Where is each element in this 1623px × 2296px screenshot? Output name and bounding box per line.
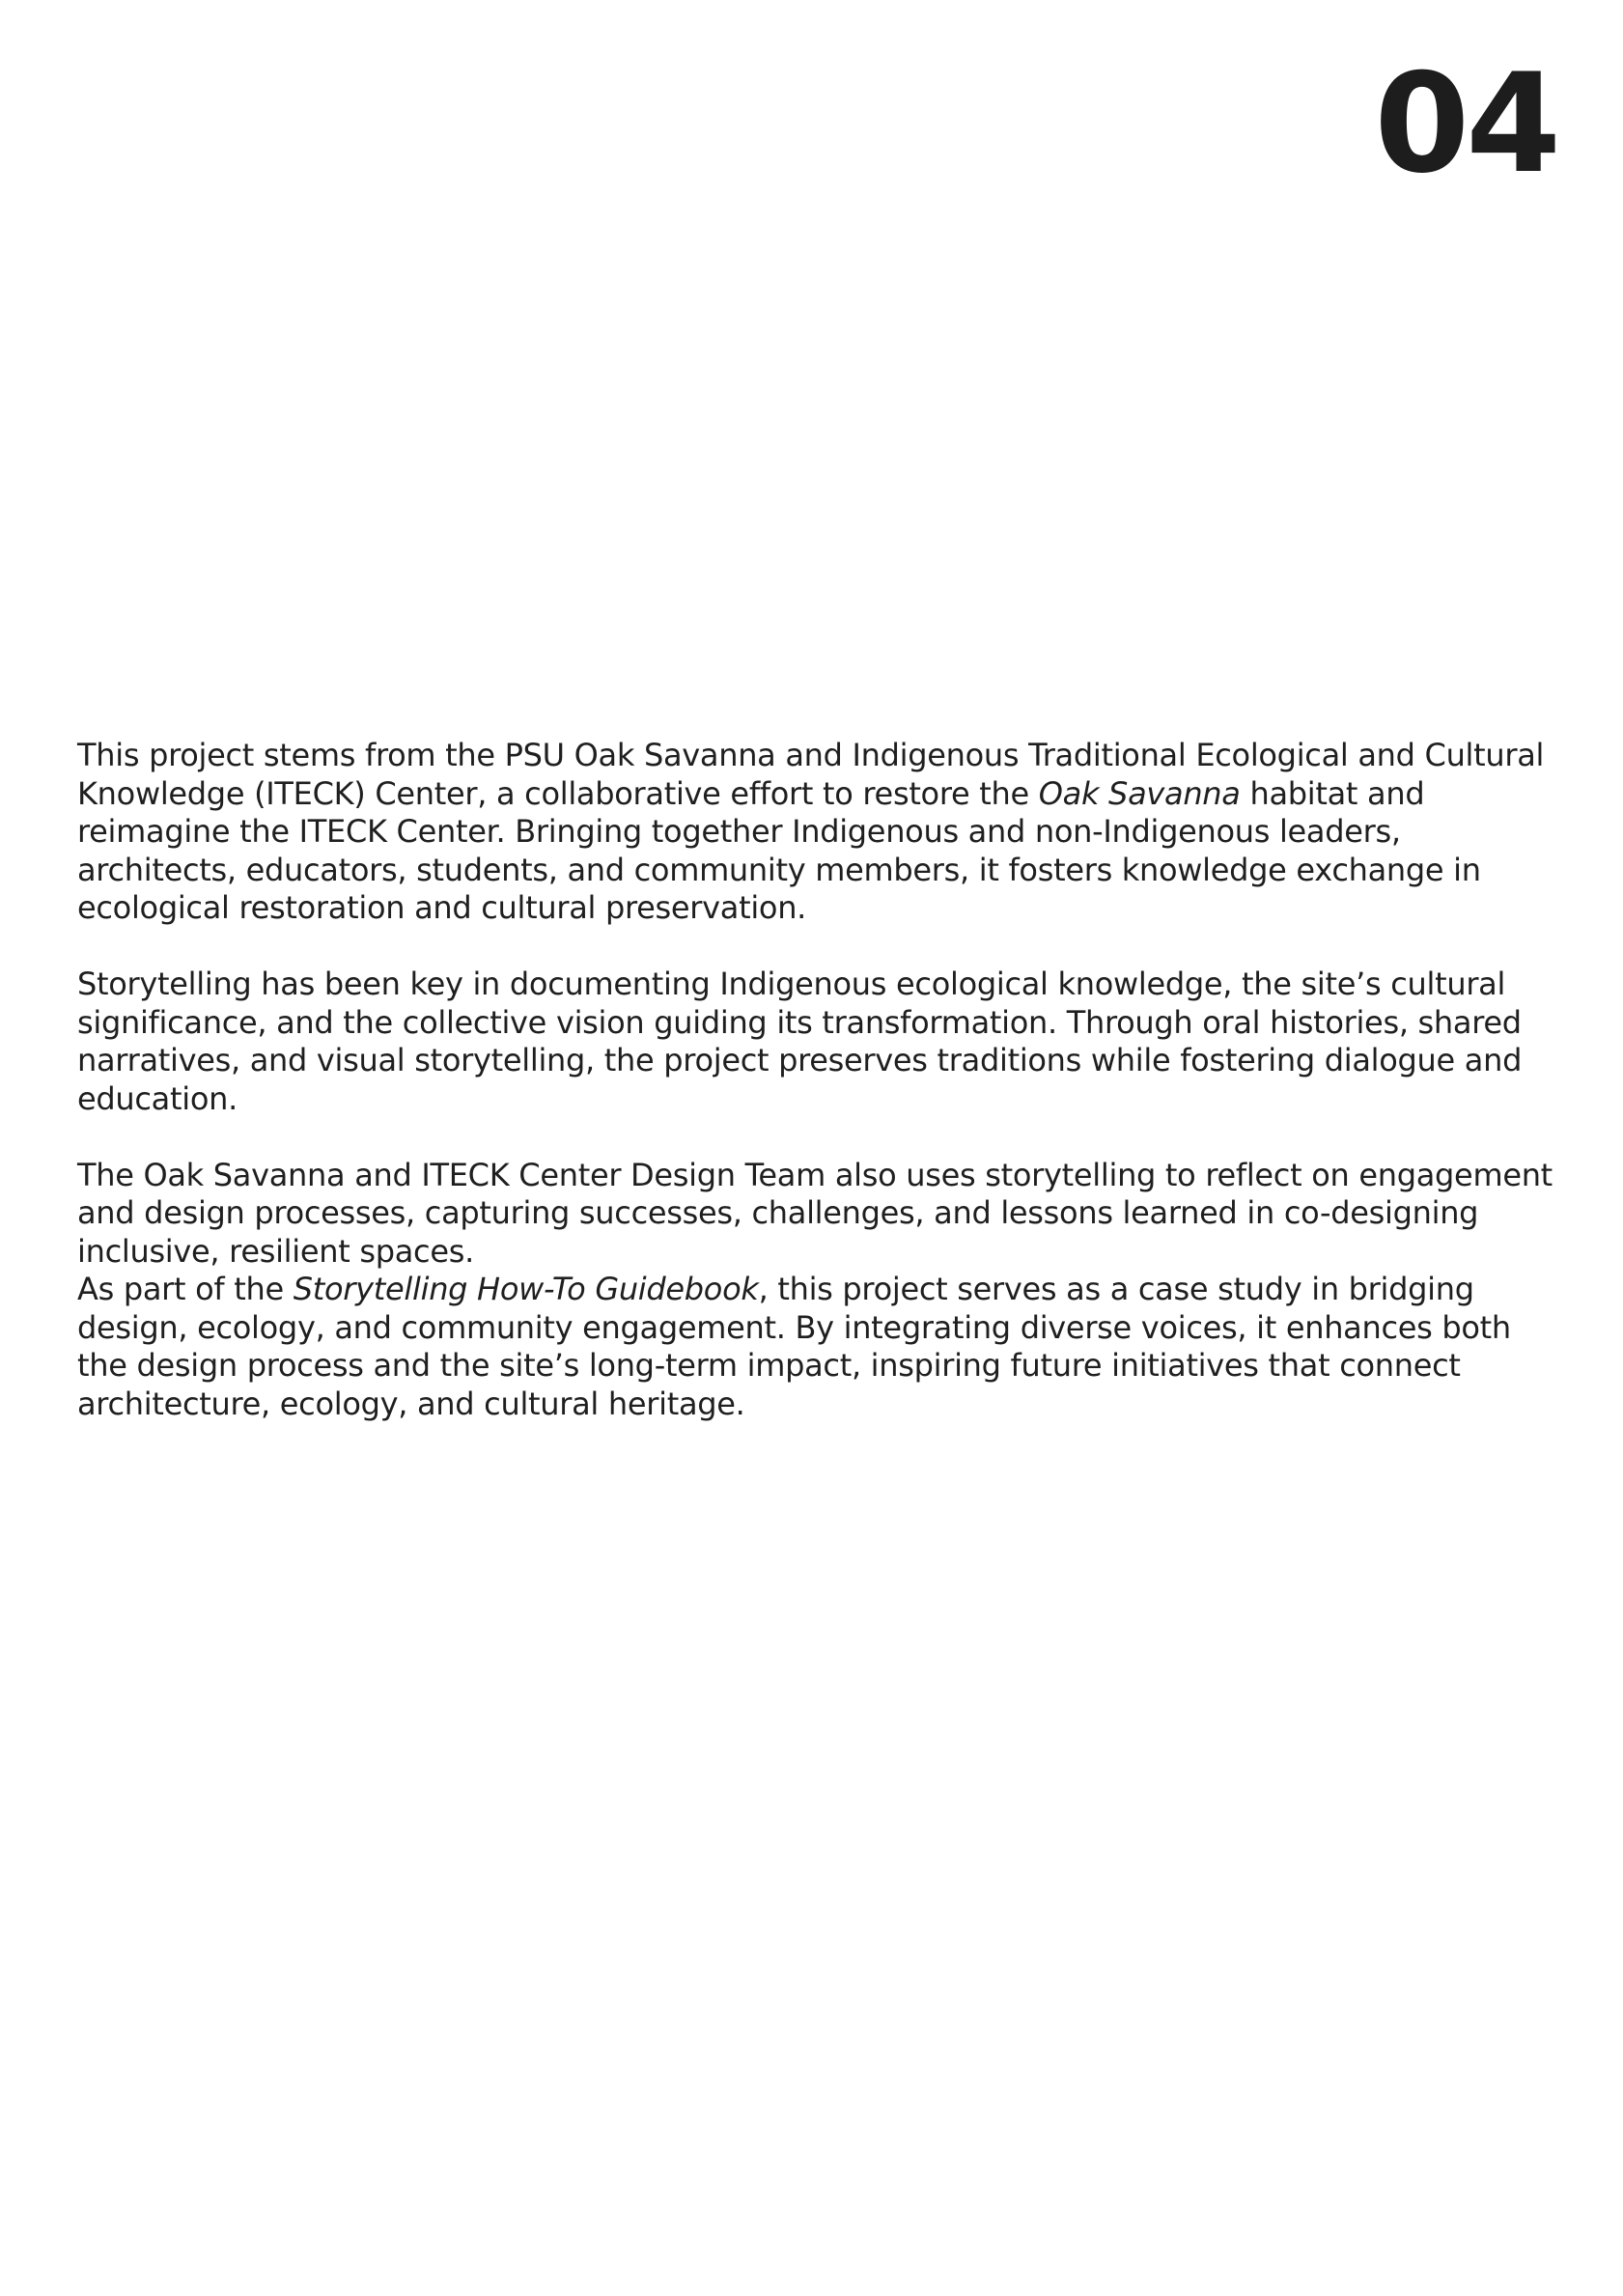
paragraph-text: , this project serves as a case study in bridging design, ecology, and community engagement. By integrating diverse voices, it enhances both the design process and the site’s long-term impact, inspiring future initiatives that connect architecture, ecology, and cultural heritage. bbox=[77, 1271, 1511, 1422]
italic-term-oak-savanna: Oak Savanna bbox=[1038, 774, 1241, 812]
body-text bbox=[77, 737, 1554, 1423]
paragraph-gap bbox=[77, 928, 1554, 966]
paragraph-text: This project stems from the PSU Oak Savanna and Indigenous Traditional Ecological and Cultural Knowledge (ITECK) Center, a collaborative effort to restore the bbox=[77, 737, 1545, 812]
paragraph-storytelling-role: Storytelling has been key in documenting Indigenous ecological knowledge, the site’s cultural significance, and the collective vision guiding its transformation. Through oral histories, shared narratives, and visual storytelling, the project preserves traditions while fostering dialogue and education. bbox=[77, 966, 1523, 1117]
paragraph-gap bbox=[77, 1118, 1554, 1157]
paragraph-project-origin bbox=[77, 737, 1554, 928]
paragraph-guidebook bbox=[77, 1271, 1554, 1423]
paragraph-text: As part of the bbox=[77, 1271, 294, 1307]
page-number: 04 bbox=[1374, 44, 1557, 204]
paragraph-design-team: The Oak Savanna and ITECK Center Design Team also uses storytelling to reflect on engagement and design processes, capturing successes, challenges, and lessons learned in co-designing inclusive, resilient spaces. bbox=[77, 1156, 1553, 1270]
paragraph-text: habitat and reimagine the ITECK Center. Bringing together Indigenous and non-Indigenous leaders, architects, educators, students, and community members, it fosters knowledge exchange in ecological restoration and cultural preservation. bbox=[77, 774, 1481, 926]
italic-title-guidebook: Storytelling How-To Guidebook bbox=[293, 1271, 759, 1307]
